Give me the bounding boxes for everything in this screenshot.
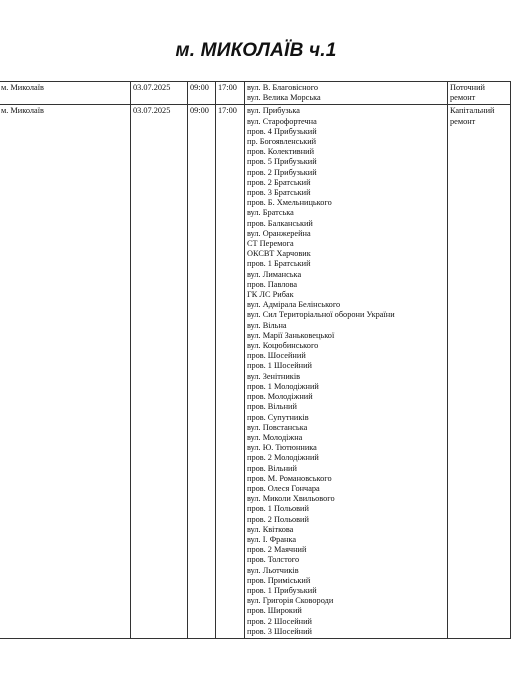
street-item: пров. Вільний [247,463,297,473]
streets-cell [245,105,448,639]
street-item: пр. Богоявленський [247,137,317,147]
table-row [0,105,511,639]
street-item: вул. Повстанська [247,422,308,432]
street-item: пров. 1 Прибузький [247,585,317,595]
street-item: вул. Старофортечна [247,116,317,126]
outage-table [0,81,511,639]
street-item: пров. 5 Прибузький [247,157,317,167]
street-item: вул. В. Благовісного [247,83,319,92]
street-item: пров. Приміський [247,575,311,585]
start-time-cell: 09:00 [188,82,216,105]
street-item: пров. 2 Братський [247,177,311,187]
end-time-cell: 17:00 [216,82,245,105]
street-item: вул. Ю. Тютюнника [247,443,317,453]
street-item: вул. Прибузька [247,106,300,116]
start-time-cell: 09:00 [188,105,216,639]
street-item: вул. Марії Заньковецької [247,330,335,340]
street-item: пров. 2 Шосейний [247,616,312,626]
city-cell: м. Миколаїв [0,105,131,639]
street-item: вул. Квіткова [247,524,294,534]
street-item: пров. Молодіжний [247,392,313,402]
street-item: вул. Зенітників [247,371,301,381]
street-item: вул. Велика Морська [247,93,321,103]
street-item: вул. Григорія Сковороди [247,596,334,606]
street-item: пров. Широкий [247,606,302,616]
work-type-cell: Поточний ремонт [448,82,511,105]
street-item: вул. Сил Територіальної оборони України [247,310,395,320]
street-item: пров. 3 Шосейний [247,626,312,636]
street-item: пров. Балканський [247,218,313,228]
street-item: пров. Колективний [247,147,315,157]
street-item: пров. 1 Молодіжний [247,381,319,391]
street-item: пров. 2 Маячний [247,545,307,555]
street-item: пров. 4 Прибузький [247,126,317,136]
street-item: вул. Братська [247,208,294,218]
street-item: вул. Коцюбинського [247,341,319,351]
street-item: пров. Толстого [247,555,300,565]
street-item: пров. Б. Хмельницького [247,198,332,208]
street-item: пров. 1 Шосейний [247,361,312,371]
street-item: вул. Вільна [247,320,287,330]
street-item: вул. Льотчиків [247,565,299,575]
street-item: вул. І. Франка [247,534,297,544]
street-item: вул. Адмірала Белінського [247,300,341,310]
street-item: пров. 1 Братський [247,259,311,269]
work-type-cell: Капітальний ремонт [448,105,511,639]
table-row [0,82,511,105]
street-item: пров. Супутників [247,412,309,422]
end-time-cell: 17:00 [216,105,245,639]
street-item: пров. Олеся Гончара [247,483,320,493]
street-item: пров. Вільний [247,402,297,412]
street-item: вул. Молодіжна [247,432,303,442]
street-item: пров. Шосейний [247,351,306,361]
date-cell: 03.07.2025 [131,82,188,105]
street-item: ОКСВТ Харчовик [247,249,311,259]
street-item: вул. Лиманська [247,269,302,279]
street-item: вул. Миколи Хвильового [247,494,335,504]
street-item: пров. 2 Прибузький [247,167,317,177]
street-item: ГК ЛС Рибак [247,290,294,300]
street-item: пров. 3 Братський [247,188,311,198]
street-item: СТ Перемога [247,239,294,249]
street-item: вул. Оранжерейна [247,228,311,238]
street-item: пров. Павлова [247,279,298,289]
street-item: пров. 2 Польовий [247,514,309,524]
date-cell: 03.07.2025 [131,105,188,639]
city-cell: м. Миколаїв [0,82,131,105]
street-item: пров. 2 Молодіжний [247,453,319,463]
streets-cell [245,82,448,105]
page-title: м. МИКОЛАЇВ ч.1 [175,40,337,61]
street-item: пров. 1 Польовий [247,504,309,514]
street-item: пров. М. Романовського [247,473,332,483]
